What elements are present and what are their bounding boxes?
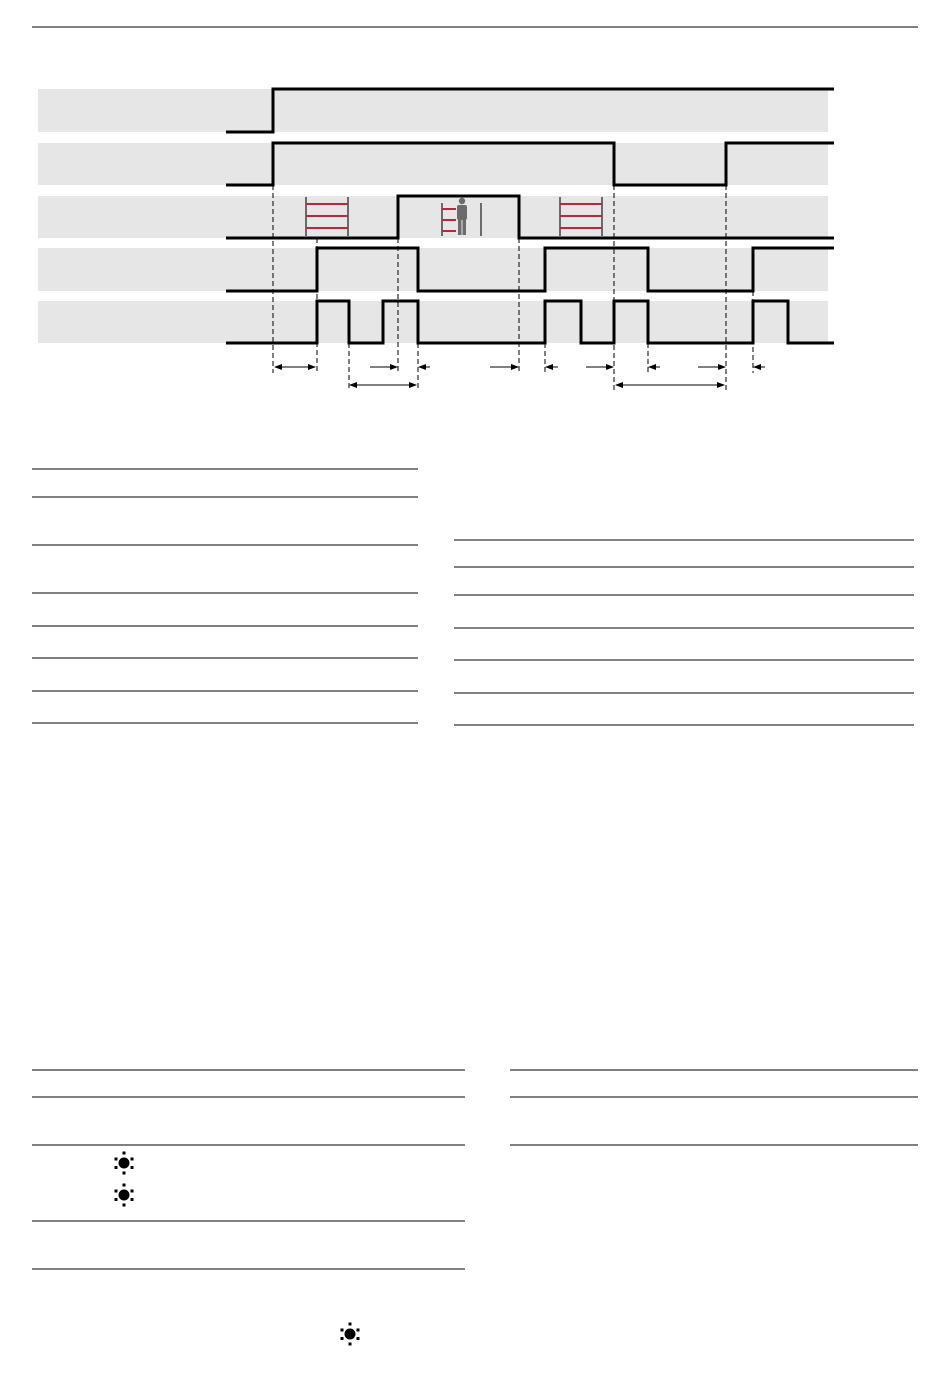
signal-row [38,301,828,343]
led-icon [115,1184,134,1207]
table-right-1 [454,540,914,725]
signal-row-backgrounds [38,89,828,343]
table-right-2 [510,1070,918,1145]
table-left-1 [32,469,418,723]
table-left-2 [32,1070,465,1269]
signal-row [38,89,828,132]
led-icon [115,1152,134,1175]
timing-diagram [38,89,834,391]
led-icon [341,1323,360,1346]
signal-row [38,196,828,238]
signal-row [38,143,828,185]
signal-row [38,248,828,291]
